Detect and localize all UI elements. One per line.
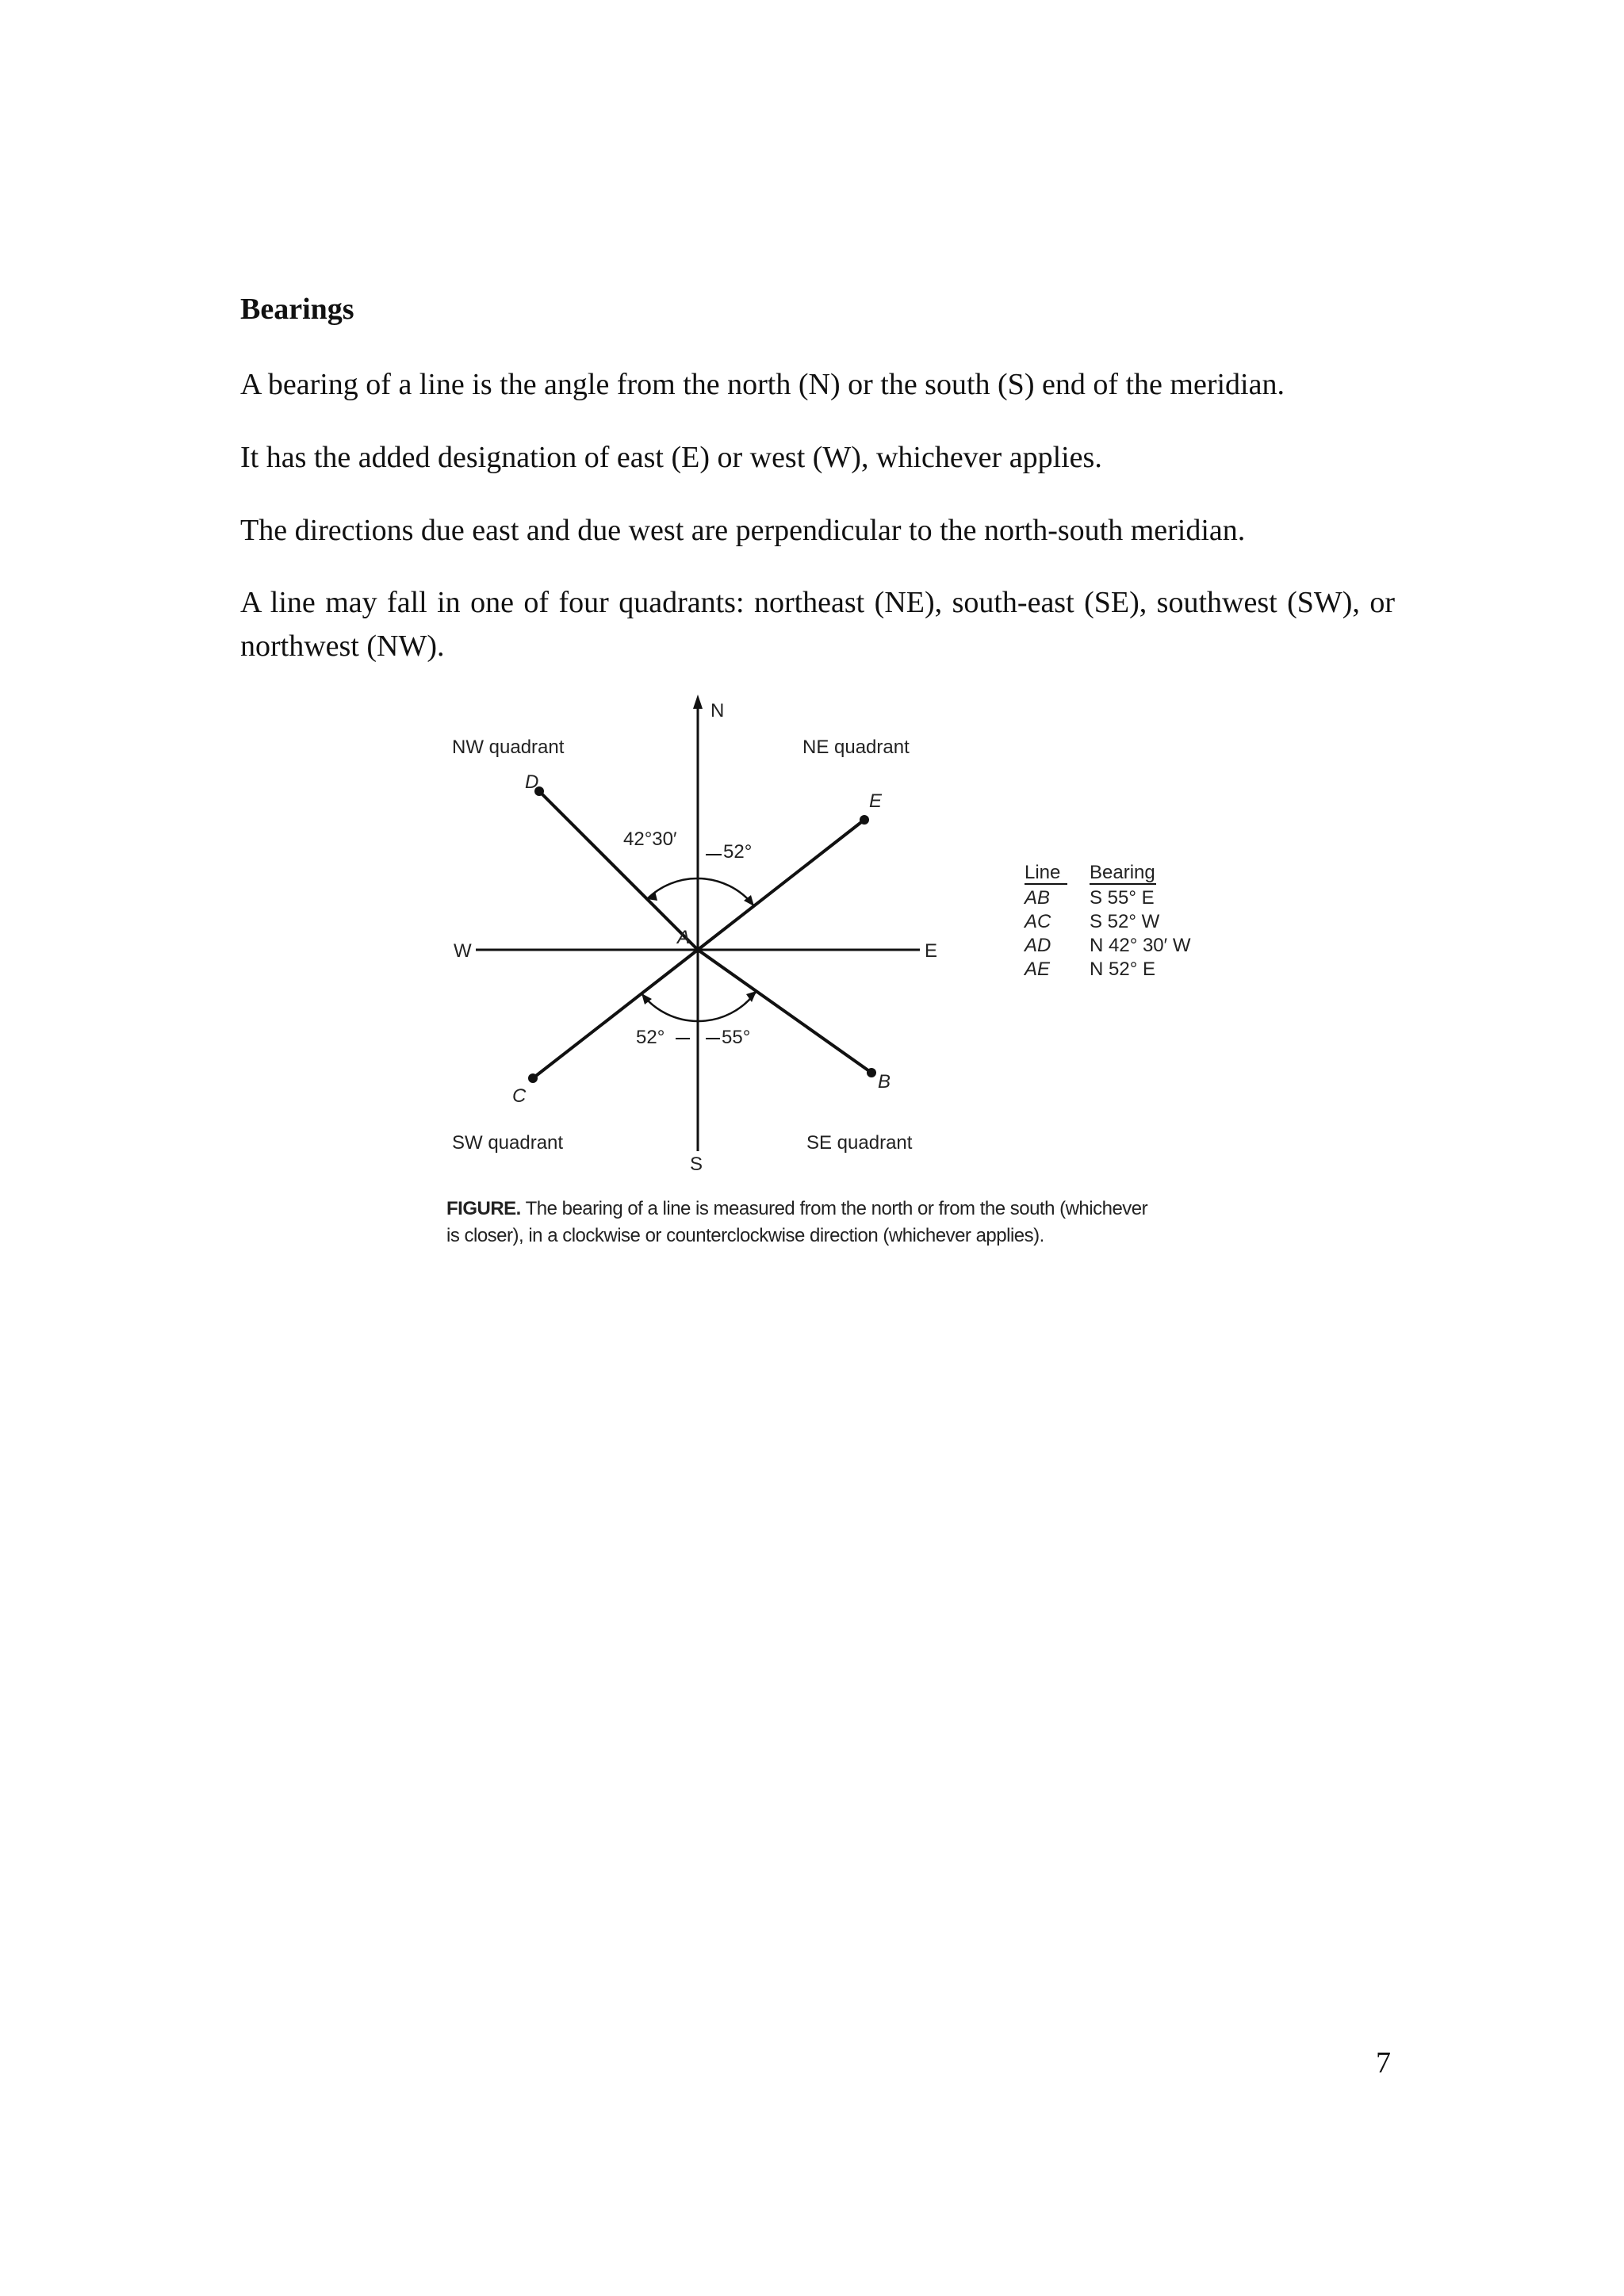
point-d-label: D: [525, 771, 539, 793]
north-arrow-icon: [693, 695, 703, 709]
point-a-label: A: [677, 927, 691, 948]
table-row-bearing: N 42° 30′ W: [1090, 935, 1191, 956]
angle-label-ab: 55°: [722, 1027, 751, 1048]
angle-label-ac: 52°: [636, 1027, 665, 1048]
table-row-bearing: S 55° E: [1090, 887, 1155, 909]
sw-quadrant-label: SW quadrant: [452, 1132, 564, 1154]
bearing-table: [1023, 862, 1191, 980]
figure-caption-label: FIGURE.: [446, 1198, 521, 1219]
page-number: 7: [1376, 2046, 1391, 2080]
line-ac: [533, 950, 698, 1078]
point-e-label: E: [869, 790, 883, 812]
point-b-marker: [867, 1068, 876, 1077]
table-row-line: AD: [1025, 935, 1051, 956]
table-row-bearing: N 52° E: [1090, 959, 1155, 980]
table-row-line: AC: [1025, 911, 1051, 932]
line-ae: [698, 820, 864, 950]
angle-label-ae: 52°: [723, 841, 753, 863]
nw-quadrant-label: NW quadrant: [452, 737, 565, 758]
se-quadrant-label: SE quadrant: [806, 1132, 913, 1154]
point-c-marker: [528, 1073, 538, 1083]
east-label: E: [925, 940, 938, 962]
angle-arc-ae: [698, 878, 754, 906]
point-a-marker: [695, 947, 701, 953]
point-c-label: C: [512, 1085, 527, 1107]
south-label: S: [690, 1154, 703, 1175]
figure-caption: [446, 1196, 1160, 1249]
line-ad: [539, 791, 698, 950]
line-ab: [698, 950, 871, 1073]
figure-caption-text: The bearing of a line is measured from the north or from the south (whichever is closer), in a clockwise or counterclockwise direction (whichever applies).: [446, 1198, 1148, 1246]
north-label: N: [710, 700, 725, 721]
angle-label-ad: 42°30′: [623, 828, 677, 850]
point-b-label: B: [878, 1071, 891, 1093]
paragraph-quadrants: A line may fall in one of four quadrants: northeast (NE), south-east (SE), southwest (SW), or northwest (NW).: [240, 586, 1395, 663]
paragraph-designation: It has the added designation of east (E) or west (W), whichever applies.: [240, 441, 1102, 474]
west-label: W: [454, 940, 472, 962]
table-row-line: AB: [1025, 887, 1051, 909]
point-e-marker: [860, 815, 869, 825]
table-row-bearing: S 52° W: [1090, 911, 1160, 932]
section-heading: Bearings: [240, 293, 354, 326]
angle-arc-ac: [642, 993, 698, 1021]
table-row-line: AE: [1025, 959, 1051, 980]
table-header-line: Line: [1025, 862, 1061, 883]
table-header-bearing: Bearing: [1090, 862, 1155, 883]
paragraph-perpendicular: The directions due east and due west are perpendicular to the north-south meridian.: [240, 514, 1246, 547]
ne-quadrant-label: NE quadrant: [802, 737, 910, 758]
paragraph-bearing-definition: A bearing of a line is the angle from the north (N) or the south (S) end of the meridian.: [240, 368, 1285, 401]
